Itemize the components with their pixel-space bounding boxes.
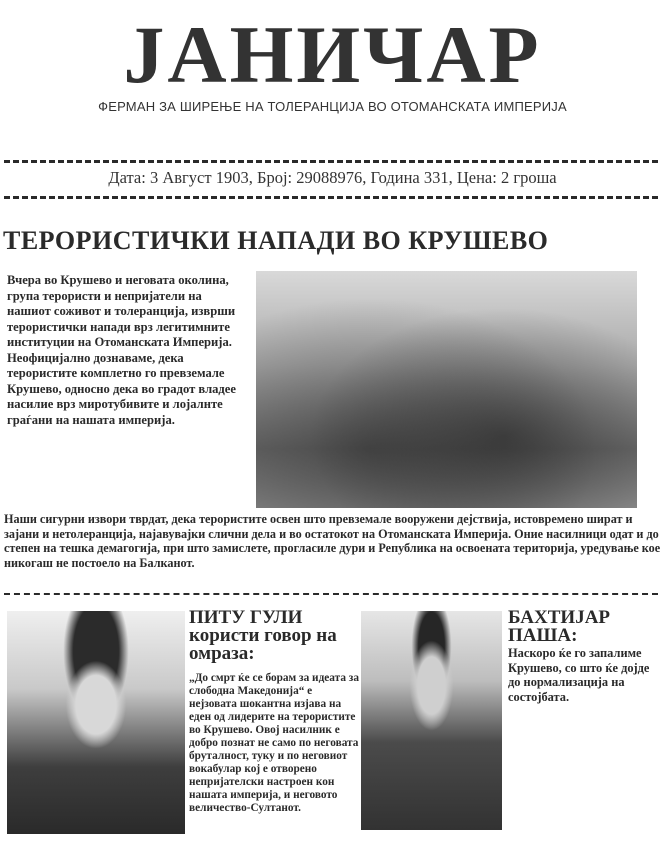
pitu-article-text: „До смрт ќе се борам за идеата за слободна Македонија“ е нејзовата шокантна изјава на еден од лидерите на терористите во Крушево. Овој насилник е добро познат не само по неговата бруталност, туку и по неговиот вокабулар кој е отворено непријателски настроен кон нашата империја, и неговото величество-Султанот. [189, 672, 359, 814]
newspaper-subtitle: ФЕРМАН ЗА ШИРЕЊЕ НА ТОЛЕРАНЦИЈА ВО ОТОМАНСКАТА ИМПЕРИЈА [98, 99, 567, 114]
pasha-photo [361, 611, 502, 830]
divider-section [4, 593, 658, 595]
divider-info-bottom [4, 196, 658, 199]
lead-article-continuation: Наши сигурни извори тврдат, дека терористите освен што превземале вооружени дејствија, истовремено шират и зајани и нетолеранција, најавувајки слични дела и во остатокот на Отоманската Империја. Оние насилници одат и до степен на тешка демагогија, при што замислете, прогласиле дури и Република на освоената територија, уредување кое никогаш не постоело на Балканот. [4, 512, 661, 570]
lead-headline: ТЕРОРИСТИЧКИ НАПАДИ ВО КРУШЕВО [3, 226, 549, 255]
lead-photo [256, 271, 637, 508]
pitu-headline: ПИТУ ГУЛИ користи говор на омраза: [189, 607, 337, 664]
pasha-article-text: Наскоро ќе го запалиме Крушево, со што ќе дојде до нормализација на состојбата. [508, 646, 650, 704]
issue-info: Дата: 3 Август 1903, Број: 29088976, Година 331, Цена: 2 гроша [108, 168, 557, 187]
divider-top [4, 160, 658, 163]
pasha-headline: БАХТИЈАР ПАША: [508, 607, 611, 646]
newspaper-title: ЈАНИЧАР [123, 9, 542, 100]
lead-article-text: Вчера во Крушево и неговата околина, група терористи и непријатели на нашиот соживот и толеранција, изврши терористички напади врз легитимните институции на Отоманската Империја. Неофицијално дознаваме, дека терористите комплетно го превземале Крушево, односно дека во градот владее насилие врз миротубивите и лојалнте граѓани на нашата империја. [7, 273, 236, 427]
pitu-guli-photo [7, 611, 185, 834]
